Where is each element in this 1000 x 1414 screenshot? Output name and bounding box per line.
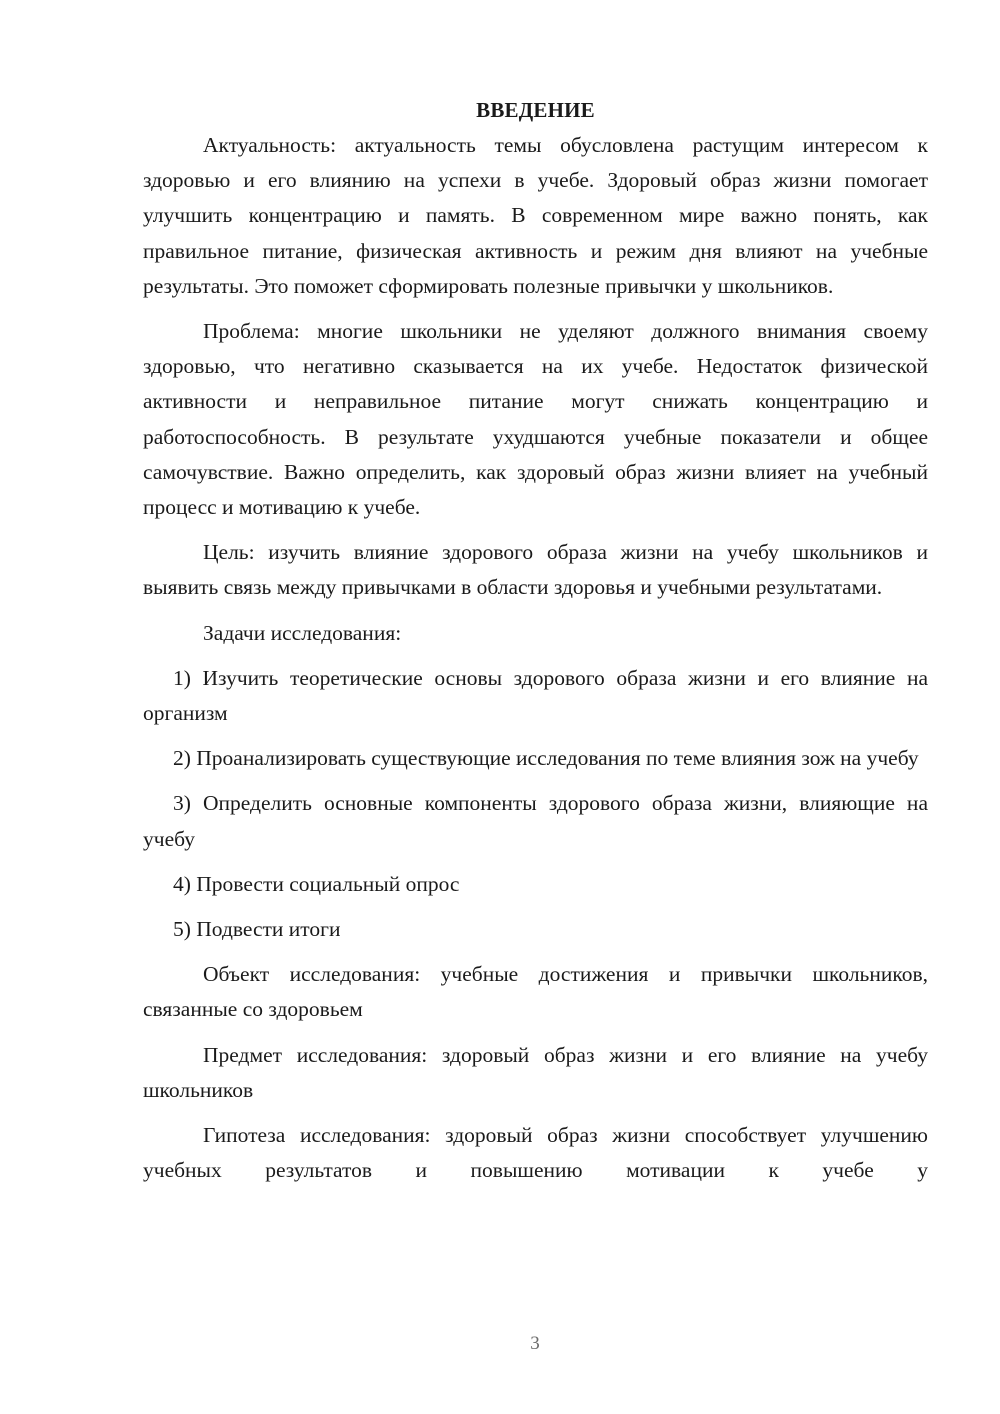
paragraph-problem: Проблема: многие школьники не уделяют должного внимания своему здоровью, что негативно сказывается на их учебе. Недостаток физической активности и неправильное питание могут снижать концентрацию и работоспособность. В результате ухудшаются учебные показатели и общее самочувствие. Важно определить, как здоровый образ жизни влияет на учебный процесс и мотивацию к учебе. bbox=[143, 319, 928, 520]
paragraph-relevance: Актуальность: актуальность темы обусловлена растущим интересом к здоровью и его влиянию на успехи в учебе. Здоровый образ жизни помогает улучшить концентрацию и память. В современном мире важно понять, как правильное питание, физическая активность и режим дня влияют на учебные результаты. Это поможет сформировать полезные привычки у школьников. bbox=[143, 133, 928, 298]
paragraph-goal: Цель: изучить влияние здорового образа жизни на учебу школьников и выявить связь между привычками в области здоровья и учебными результатами. bbox=[143, 540, 928, 600]
list-item-task-5: 5) Подвести итоги bbox=[173, 917, 341, 942]
paragraph-tasks-heading: Задачи исследования: bbox=[203, 620, 402, 645]
list-item-task-2: 2) Проанализировать существующие исследования по теме влияния зож на учебу bbox=[173, 746, 919, 771]
paragraph-hypothesis: Гипотеза исследования: здоровый образ жизни способствует улучшению учебных результатов и повышению мотивации к учебе у bbox=[143, 1123, 928, 1183]
page-number: 3 bbox=[530, 1333, 540, 1354]
paragraph-object: Объект исследования: учебные достижения и привычки школьников, связанные со здоровьем bbox=[143, 962, 928, 1022]
paragraph-subject: Предмет исследования: здоровый образ жизни и его влияние на учебу школьников bbox=[143, 1042, 928, 1102]
list-item-task-1: 1) Изучить теоретические основы здорового образа жизни и его влияние на организм bbox=[143, 665, 928, 726]
list-item-task-4: 4) Провести социальный опрос bbox=[173, 871, 460, 896]
section-title: ВВЕДЕНИЕ bbox=[476, 98, 595, 122]
list-item-task-3: 3) Определить основные компоненты здорового образа жизни, влияющие на учебу bbox=[143, 791, 928, 851]
page-content bbox=[143, 93, 928, 1188]
